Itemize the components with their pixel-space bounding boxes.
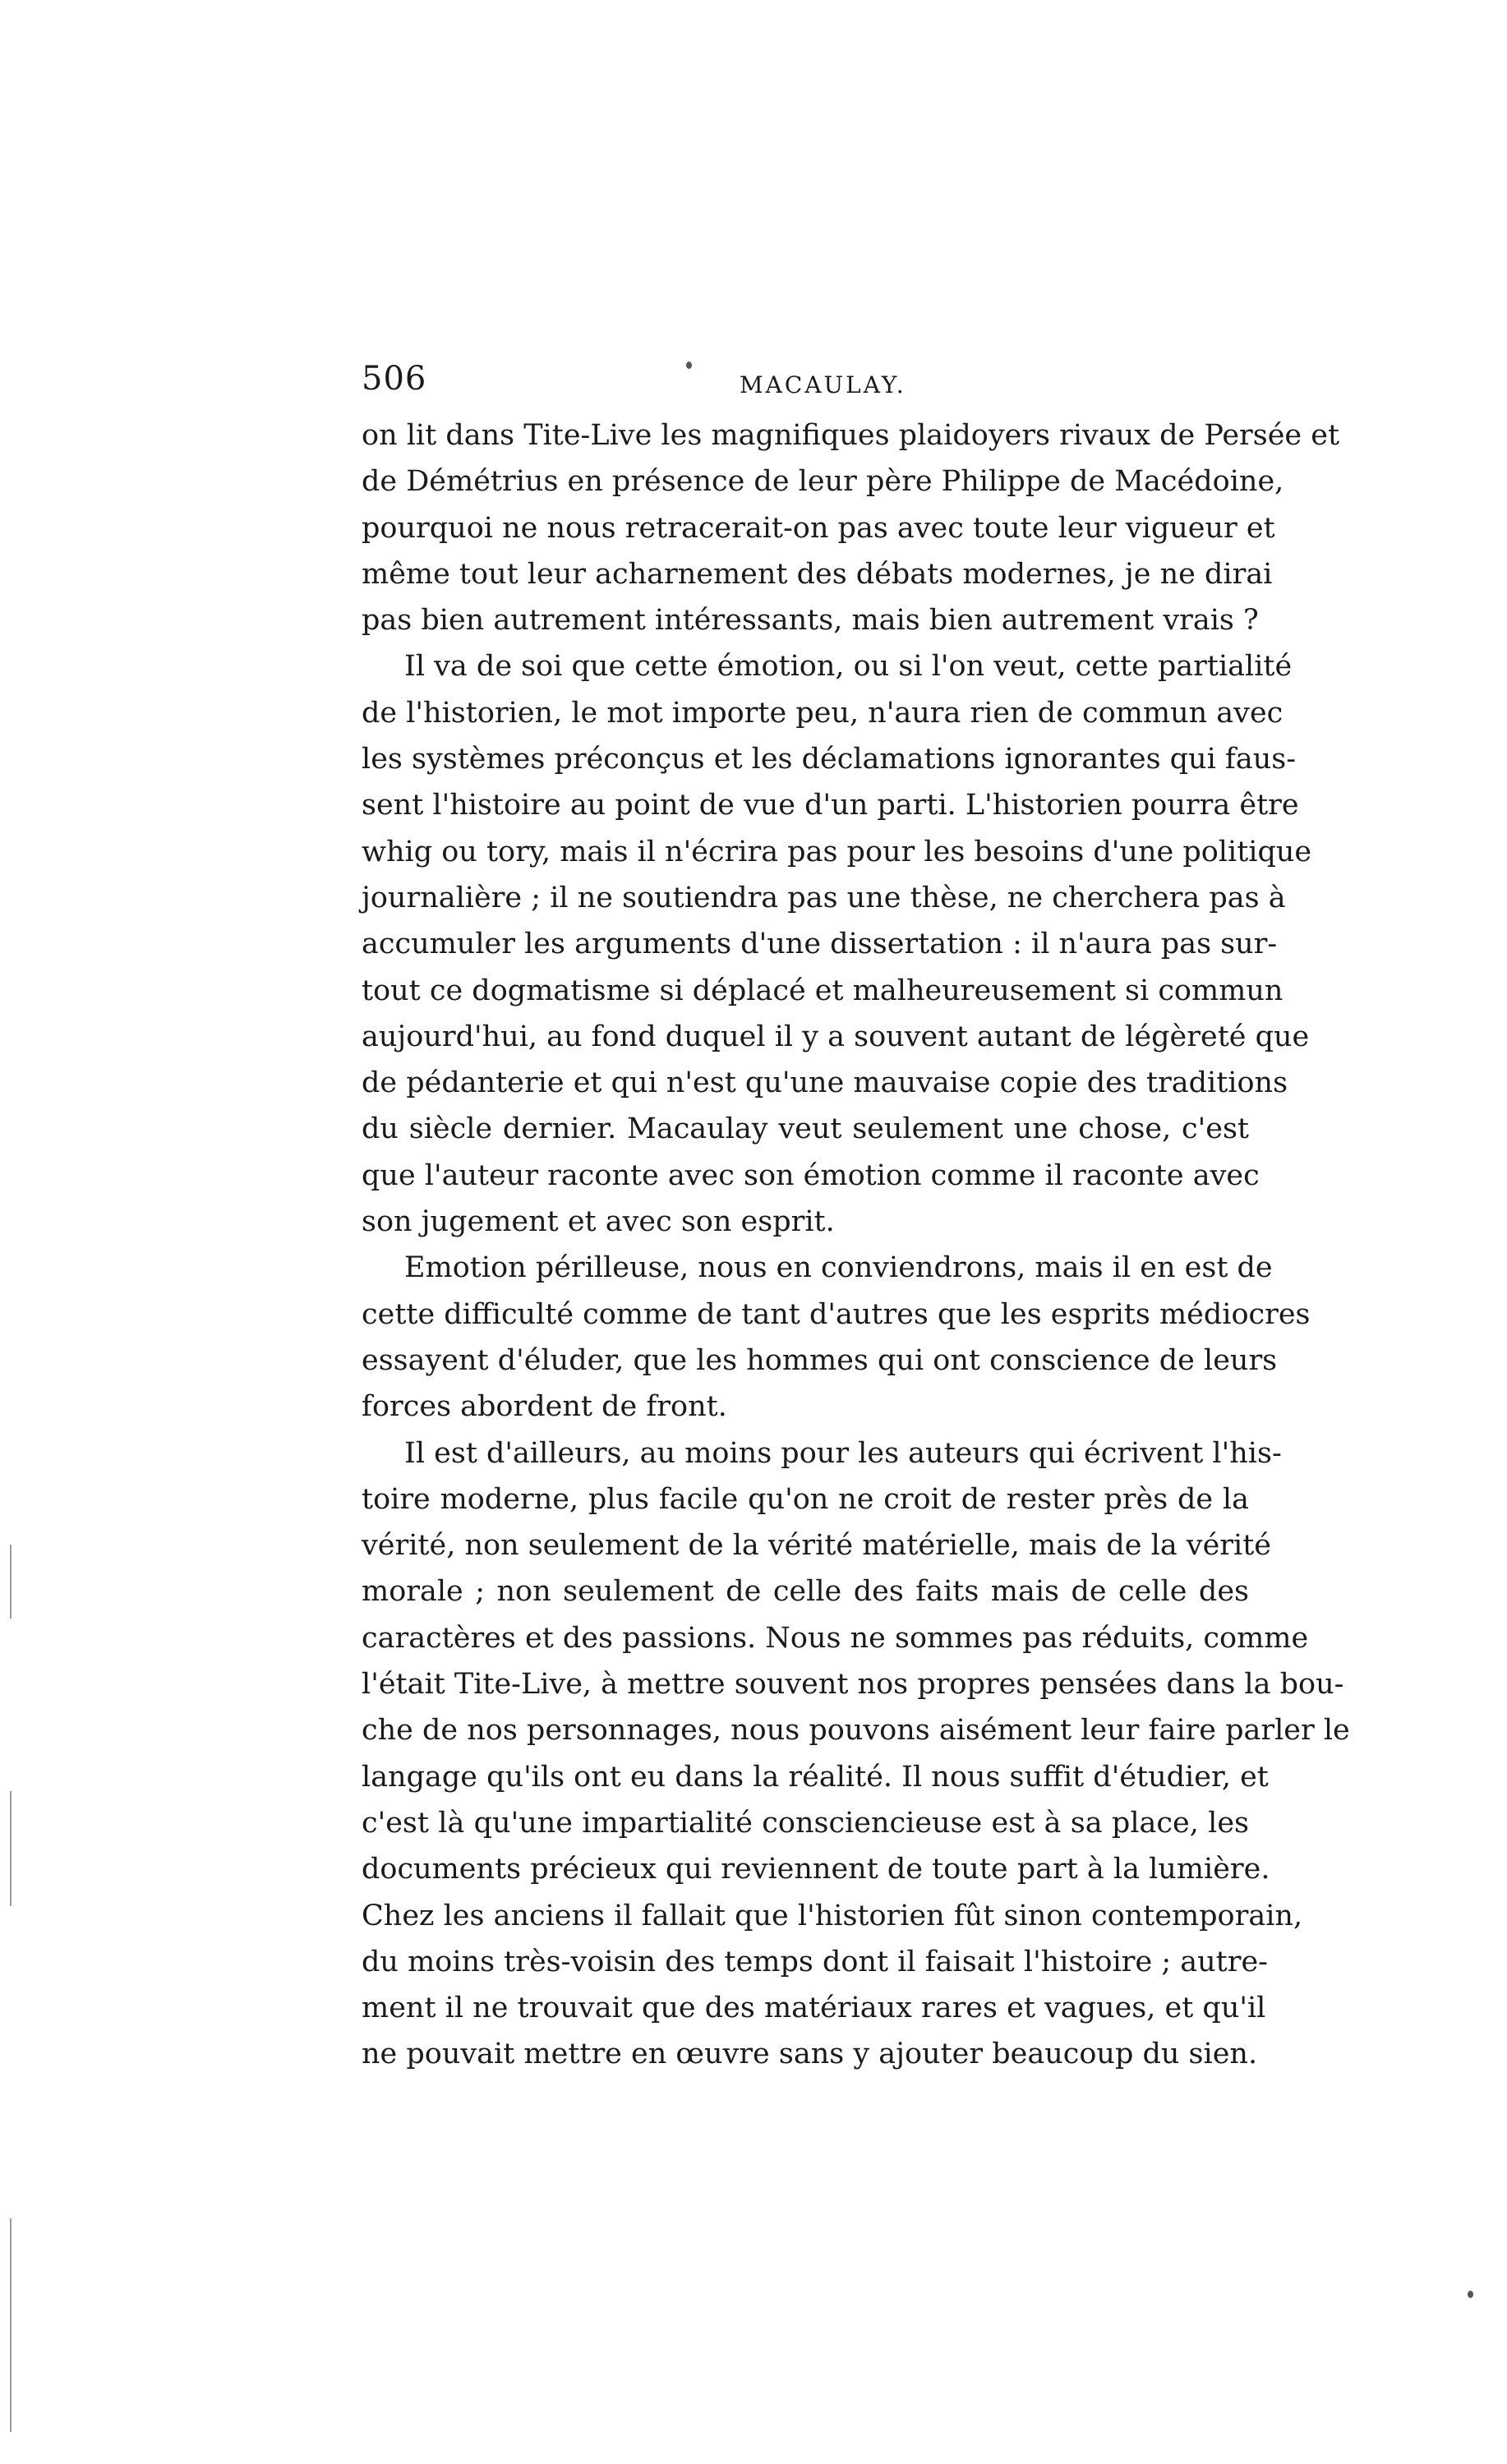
- text-line: du moins très-voisin des temps dont il faisait l'histoire ; autre-: [362, 1945, 1268, 1978]
- text-line: Emotion périlleuse, nous en conviendrons, mais il en est de: [404, 1251, 1273, 1285]
- text-line: whig ou tory, mais il n'écrira pas pour les besoins d'une politique: [362, 835, 1312, 868]
- text-line: accumuler les arguments d'une dissertation : il n'aura pas sur-: [362, 928, 1278, 961]
- scan-edge-mark: [10, 1545, 12, 1619]
- text-line: langage qu'ils ont eu dans la réalité. Il nous suffit d'étudier, et: [362, 1760, 1269, 1794]
- text-line: son jugement et avec son esprit.: [362, 1205, 835, 1239]
- text-line: Il est d'ailleurs, au moins pour les auteurs qui écrivent l'his-: [404, 1436, 1282, 1470]
- scan-edge-mark: [10, 2218, 12, 2432]
- text-line: toire moderne, plus facile qu'on ne croit de rester près de la: [362, 1482, 1249, 1516]
- text-line: Chez les anciens il fallait que l'historien fût sinon contemporain,: [362, 1899, 1303, 1932]
- text-line: tout ce dogmatisme si déplacé et malheureusement si commun: [362, 974, 1283, 1007]
- paragraph: [362, 412, 1340, 643]
- text-line: ne pouvait mettre en œuvre sans y ajouter beaucoup du sien.: [362, 2038, 1258, 2071]
- text-line: les systèmes préconçus et les déclamations ignorantes qui faus-: [362, 743, 1297, 776]
- body-text: [362, 412, 1350, 2078]
- text-line: sent l'histoire au point de vue d'un parti. L'historien pourra être: [362, 789, 1299, 822]
- text-line: journalière ; il ne soutiendra pas une thèse, ne cherchera pas à: [362, 881, 1286, 914]
- text-line: forces abordent de front.: [362, 1390, 727, 1424]
- text-line: pas bien autrement intéressants, mais bien autrement vrais ?: [362, 604, 1259, 638]
- paragraph: [362, 1245, 1311, 1430]
- text-line: c'est là qu'une impartialité consciencieuse est à sa place, les: [362, 1806, 1249, 1840]
- scan-edge-mark: [10, 1791, 12, 1906]
- text-line: l'était Tite-Live, à mettre souvent nos propres pensées dans la bou-: [362, 1668, 1344, 1702]
- scan-speck: [686, 362, 692, 369]
- text-line: vérité, non seulement de la vérité matérielle, mais de la vérité: [362, 1529, 1271, 1563]
- text-line: de pédanterie et qui n'est qu'une mauvaise copie des traditions: [362, 1066, 1288, 1100]
- text-line: de Démétrius en présence de leur père Philippe de Macédoine,: [362, 465, 1284, 499]
- text-line: morale ; non seulement de celle des faits mais de celle des: [362, 1575, 1249, 1609]
- text-line: Il va de soi que cette émotion, ou si l'on veut, cette partialité: [404, 650, 1293, 684]
- text-line: ment il ne trouvait que des matériaux rares et vagues, et qu'il: [362, 1992, 1266, 2025]
- text-line: cette difficulté comme de tant d'autres que les esprits médiocres: [362, 1297, 1311, 1331]
- text-line: que l'auteur raconte avec son émotion comme il raconte avec: [362, 1158, 1260, 1192]
- page-number: 506: [362, 360, 427, 398]
- text-line: caractères et des passions. Nous ne sommes pas réduits, comme: [362, 1621, 1309, 1655]
- text-line: essayent d'éluder, que les hommes qui ont conscience de leurs: [362, 1343, 1278, 1377]
- text-line: documents précieux qui reviennent de toute part à la lumière.: [362, 1853, 1270, 1886]
- text-line: pourquoi ne nous retracerait-on pas avec toute leur vigueur et: [362, 511, 1275, 545]
- paragraph: [362, 643, 1312, 1245]
- text-line: che de nos personnages, nous pouvons aisément leur faire parler le: [362, 1714, 1350, 1748]
- text-line: de l'historien, le mot importe peu, n'aura rien de commun avec: [362, 696, 1283, 730]
- text-line: même tout leur acharnement des débats modernes, je ne dirai: [362, 557, 1273, 591]
- page-header: [362, 360, 1249, 409]
- paragraph: [362, 1430, 1350, 2078]
- text-line: on lit dans Tite-Live les magnifiques plaidoyers rivaux de Persée et: [362, 419, 1340, 452]
- scan-speck: [1468, 2291, 1473, 2298]
- running-title: MACAULAY.: [740, 371, 906, 398]
- text-line: aujourd'hui, au fond duquel il y a souvent autant de légèreté que: [362, 1020, 1310, 1053]
- text-line: du siècle dernier. Macaulay veut seulement une chose, c'est: [362, 1112, 1249, 1146]
